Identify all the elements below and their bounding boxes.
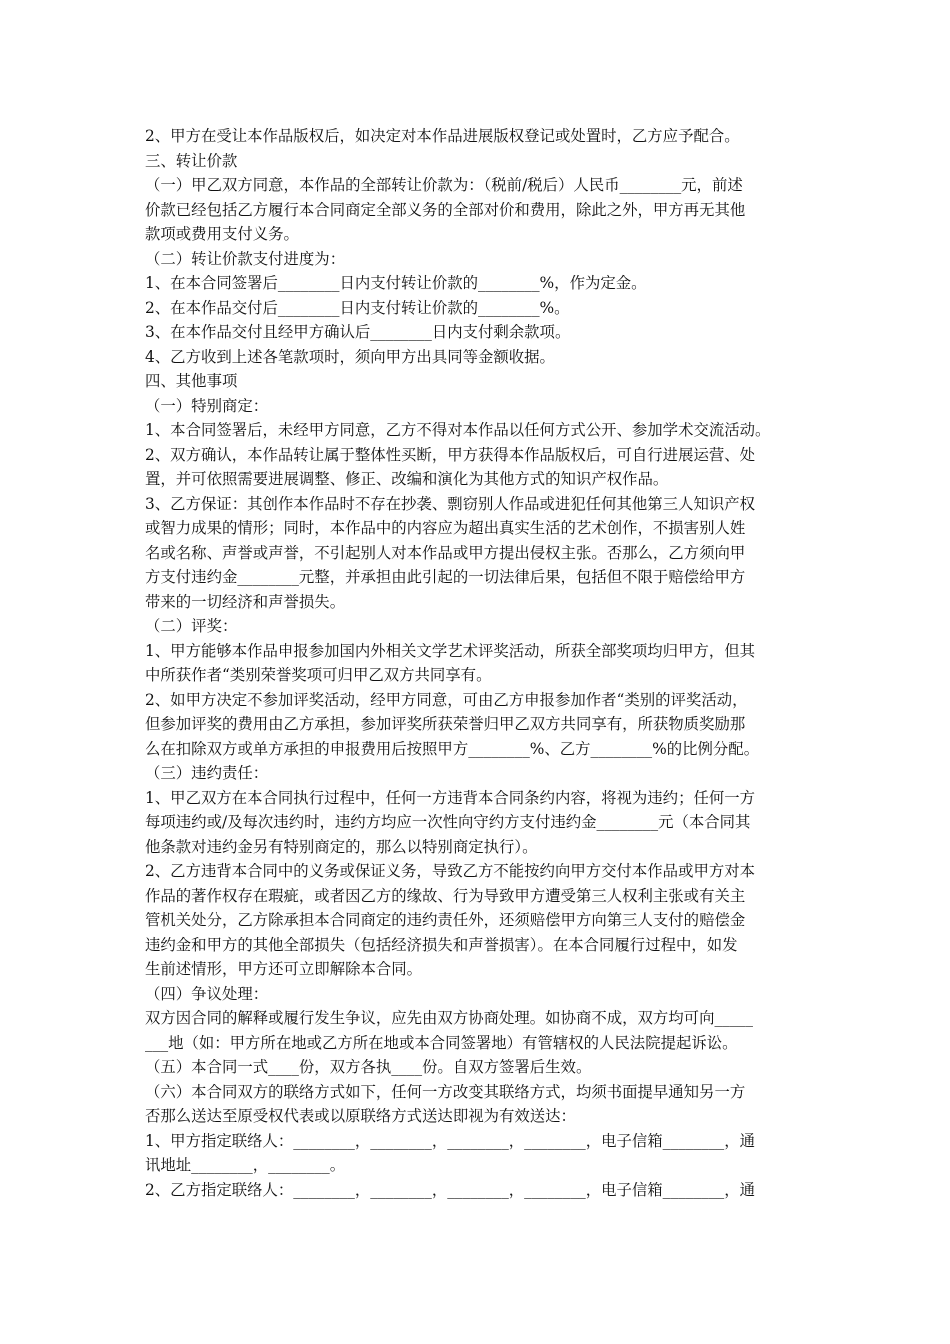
text-line: （一）甲乙双方同意，本作品的全部转让价款为：（税前/税后）人民币________元，前述 [145, 176, 743, 194]
text-line: 四、其他事项 [145, 372, 238, 390]
text-line: 双方因合同的解释或履行发生争议，应先由双方协商处理。如协商不成，双方均可向_____ [145, 1009, 753, 1027]
text-line: （二）转让价款支付进度为： [145, 249, 346, 268]
text-line: 中所获作者“类别荣誉奖项可归甲乙双方共同享有。 [145, 666, 492, 684]
text-line: 4、乙方收到上述各笔款项时，须向甲方出具同等金额收据。 [145, 347, 555, 366]
text-line: （一）特别商定： [145, 396, 269, 415]
text-line: 2、乙方指定联络人：________，________，________，________，电子信箱________，通 [145, 1180, 756, 1199]
text-line: 名或名称、声誉或声誉，不引起别人对本作品或甲方提出侵权主张。否那么，乙方须向甲 [145, 543, 746, 562]
text-line: 款项或费用支付义务。 [145, 225, 299, 243]
text-line: 三、转让价款 [145, 151, 238, 170]
text-line: 1、甲方能够本作品申报参加国内外相关文学艺术评奖活动，所获全部奖项均归甲方，但其 [145, 641, 756, 660]
text-line: （六）本合同双方的联络方式如下，任何一方改变其联络方式，均须书面提早通知另一方 [145, 1082, 746, 1101]
text-line: 每项违约或/及每次违约时，违约方均应一次性向守约方支付违约金________元（本合同其 [145, 813, 751, 831]
text-line: 生前述情形，甲方还可立即解除本合同。 [145, 960, 423, 978]
text-line: （五）本合同一式____份，双方各执____份。自双方签署后生效。 [145, 1058, 592, 1076]
text-line: 带来的一切经济和声誉损失。 [145, 592, 346, 611]
text-line: 方支付违约金________元整，并承担由此引起的一切法律后果，包括但不限于赔偿给甲方 [145, 568, 746, 586]
text-line: 2、甲方在受让本作品版权后，如决定对本作品进展版权登记或处置时，乙方应予配合。 [145, 127, 740, 145]
text-line: 或智力成果的情形；同时，本作品中的内容应为超出真实生活的艺术创作，不损害别人姓 [145, 519, 746, 537]
text-line: 1、甲方指定联络人：________，________，________，________，电子信箱________，通 [145, 1131, 756, 1150]
text-line: 否那么送达至原受权代表或以原联络方式送达即视为有效送达： [145, 1107, 576, 1125]
text-line: 1、本合同签署后，未经甲方同意，乙方不得对本作品以任何方式公开、参加学术交流活动。 [145, 421, 771, 439]
text-line: 3、在本作品交付且经甲方确认后________日内支付剩余款项。 [145, 323, 571, 341]
text-line: 2、如甲方决定不参加评奖活动，经甲方同意，可由乙方申报参加作者“类别的评奖活动， [145, 690, 748, 709]
text-line: （二）评奖： [145, 617, 238, 635]
text-line: 作品的著作权存在瑕疵，或者因乙方的缘故、行为导致甲方遭受第三人权利主张或有关主 [145, 886, 746, 905]
text-line: 价款已经包括乙方履行本合同商定全部义务的全部对价和费用，除此之外，甲方再无其他 [145, 200, 746, 219]
text-line: （四）争议处理： [145, 984, 269, 1003]
text-line: 他条款对违约金另有特别商定的，那么以特别商定执行）。 [145, 837, 538, 856]
text-line: 1、甲乙双方在本合同执行过程中，任何一方违背本合同条约内容，将视为违约；任何一方 [145, 788, 756, 807]
text-line: 2、在本作品交付后________日内支付转让价款的________%。 [145, 298, 570, 317]
text-line: 3、乙方保证：其创作本作品时不存在抄袭、剽窃别人作品或进犯任何其他第三人知识产权 [145, 494, 756, 513]
text-line: ___地（如：甲方所在地或乙方所在地或本合同签署地）有管辖权的人民法院提起诉讼。 [145, 1033, 738, 1052]
text-line: 2、乙方违背本合同中的义务或保证义务，导致乙方不能按约向甲方交付本作品或甲方对本 [145, 862, 756, 880]
document-body [145, 124, 815, 1202]
text-line: 违约金和甲方的其他全部损失（包括经济损失和声誉损害）。在本合同履行过程中，如发 [145, 935, 738, 954]
text-line: （三）违约责任： [145, 764, 269, 782]
text-line: 管机关处分，乙方除承担本合同商定的违约责任外，还须赔偿甲方向第三人支付的赔偿金 [145, 911, 746, 929]
text-line: 么在扣除双方或单方承担的申报费用后按照甲方________%、乙方________%的比例分配。 [145, 739, 760, 758]
text-line: 1、在本合同签署后________日内支付转让价款的________%，作为定金。 [145, 274, 647, 292]
text-line: 讯地址________，________。 [145, 1156, 346, 1174]
text-line: 置，并可依照需要进展调整、修正、改编和演化为其他方式的知识产权作品。 [145, 470, 669, 488]
text-line: 2、双方确认，本作品转让属于整体性买断，甲方获得本作品版权后，可自行进展运营、处 [145, 445, 756, 464]
text-line: 但参加评奖的费用由乙方承担，参加评奖所获荣誉归甲乙双方共同享有，所获物质奖励那 [145, 715, 746, 733]
